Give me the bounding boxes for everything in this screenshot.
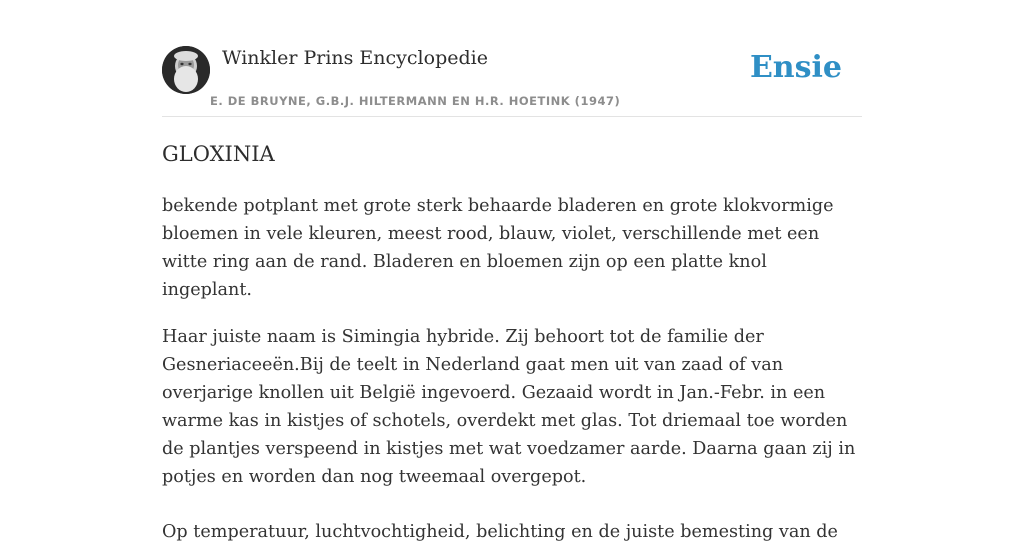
page-title: GLOXINIA — [162, 142, 275, 166]
author-portrait-icon[interactable] — [162, 46, 210, 94]
source-title[interactable]: Winkler Prins Encyclopedie — [222, 47, 488, 69]
article — [162, 138, 862, 546]
page-header — [162, 46, 862, 117]
article-paragraph: bekende potplant met grote sterk behaarde bladeren en grote klokvormige bloemen in vele kleuren, meest rood, blauw, violet, verschillende met een witte ring aan de rand. Bladeren en bloemen zijn op een platte knol ingeplant. — [162, 196, 834, 300]
brand-logo[interactable]: Ensie — [749, 50, 842, 85]
article-paragraph: Op temperatuur, luchtvochtigheid, belichting en de juiste bemesting van de — [162, 522, 838, 542]
source-authors: E. DE BRUYNE, G.B.J. HILTERMANN EN H.R. HOETINK (1947) — [210, 94, 621, 108]
article-paragraph: Haar juiste naam is Simingia hybride. Zij behoort tot de familie der Gesneriaceeën.Bij de teelt in Nederland gaat men uit van zaad of van overjarige knollen uit België ingevoerd. Gezaaid wordt in Jan.-Febr. in een warme kas in kistjes of schotels, overdekt met glas. Tot driemaal toe worden de plantjes verspeend in kistjes met wat voedzamer aarde. Daarna gaan zij in potjes en worden dan nog tweemaal overgepot. — [162, 327, 856, 487]
